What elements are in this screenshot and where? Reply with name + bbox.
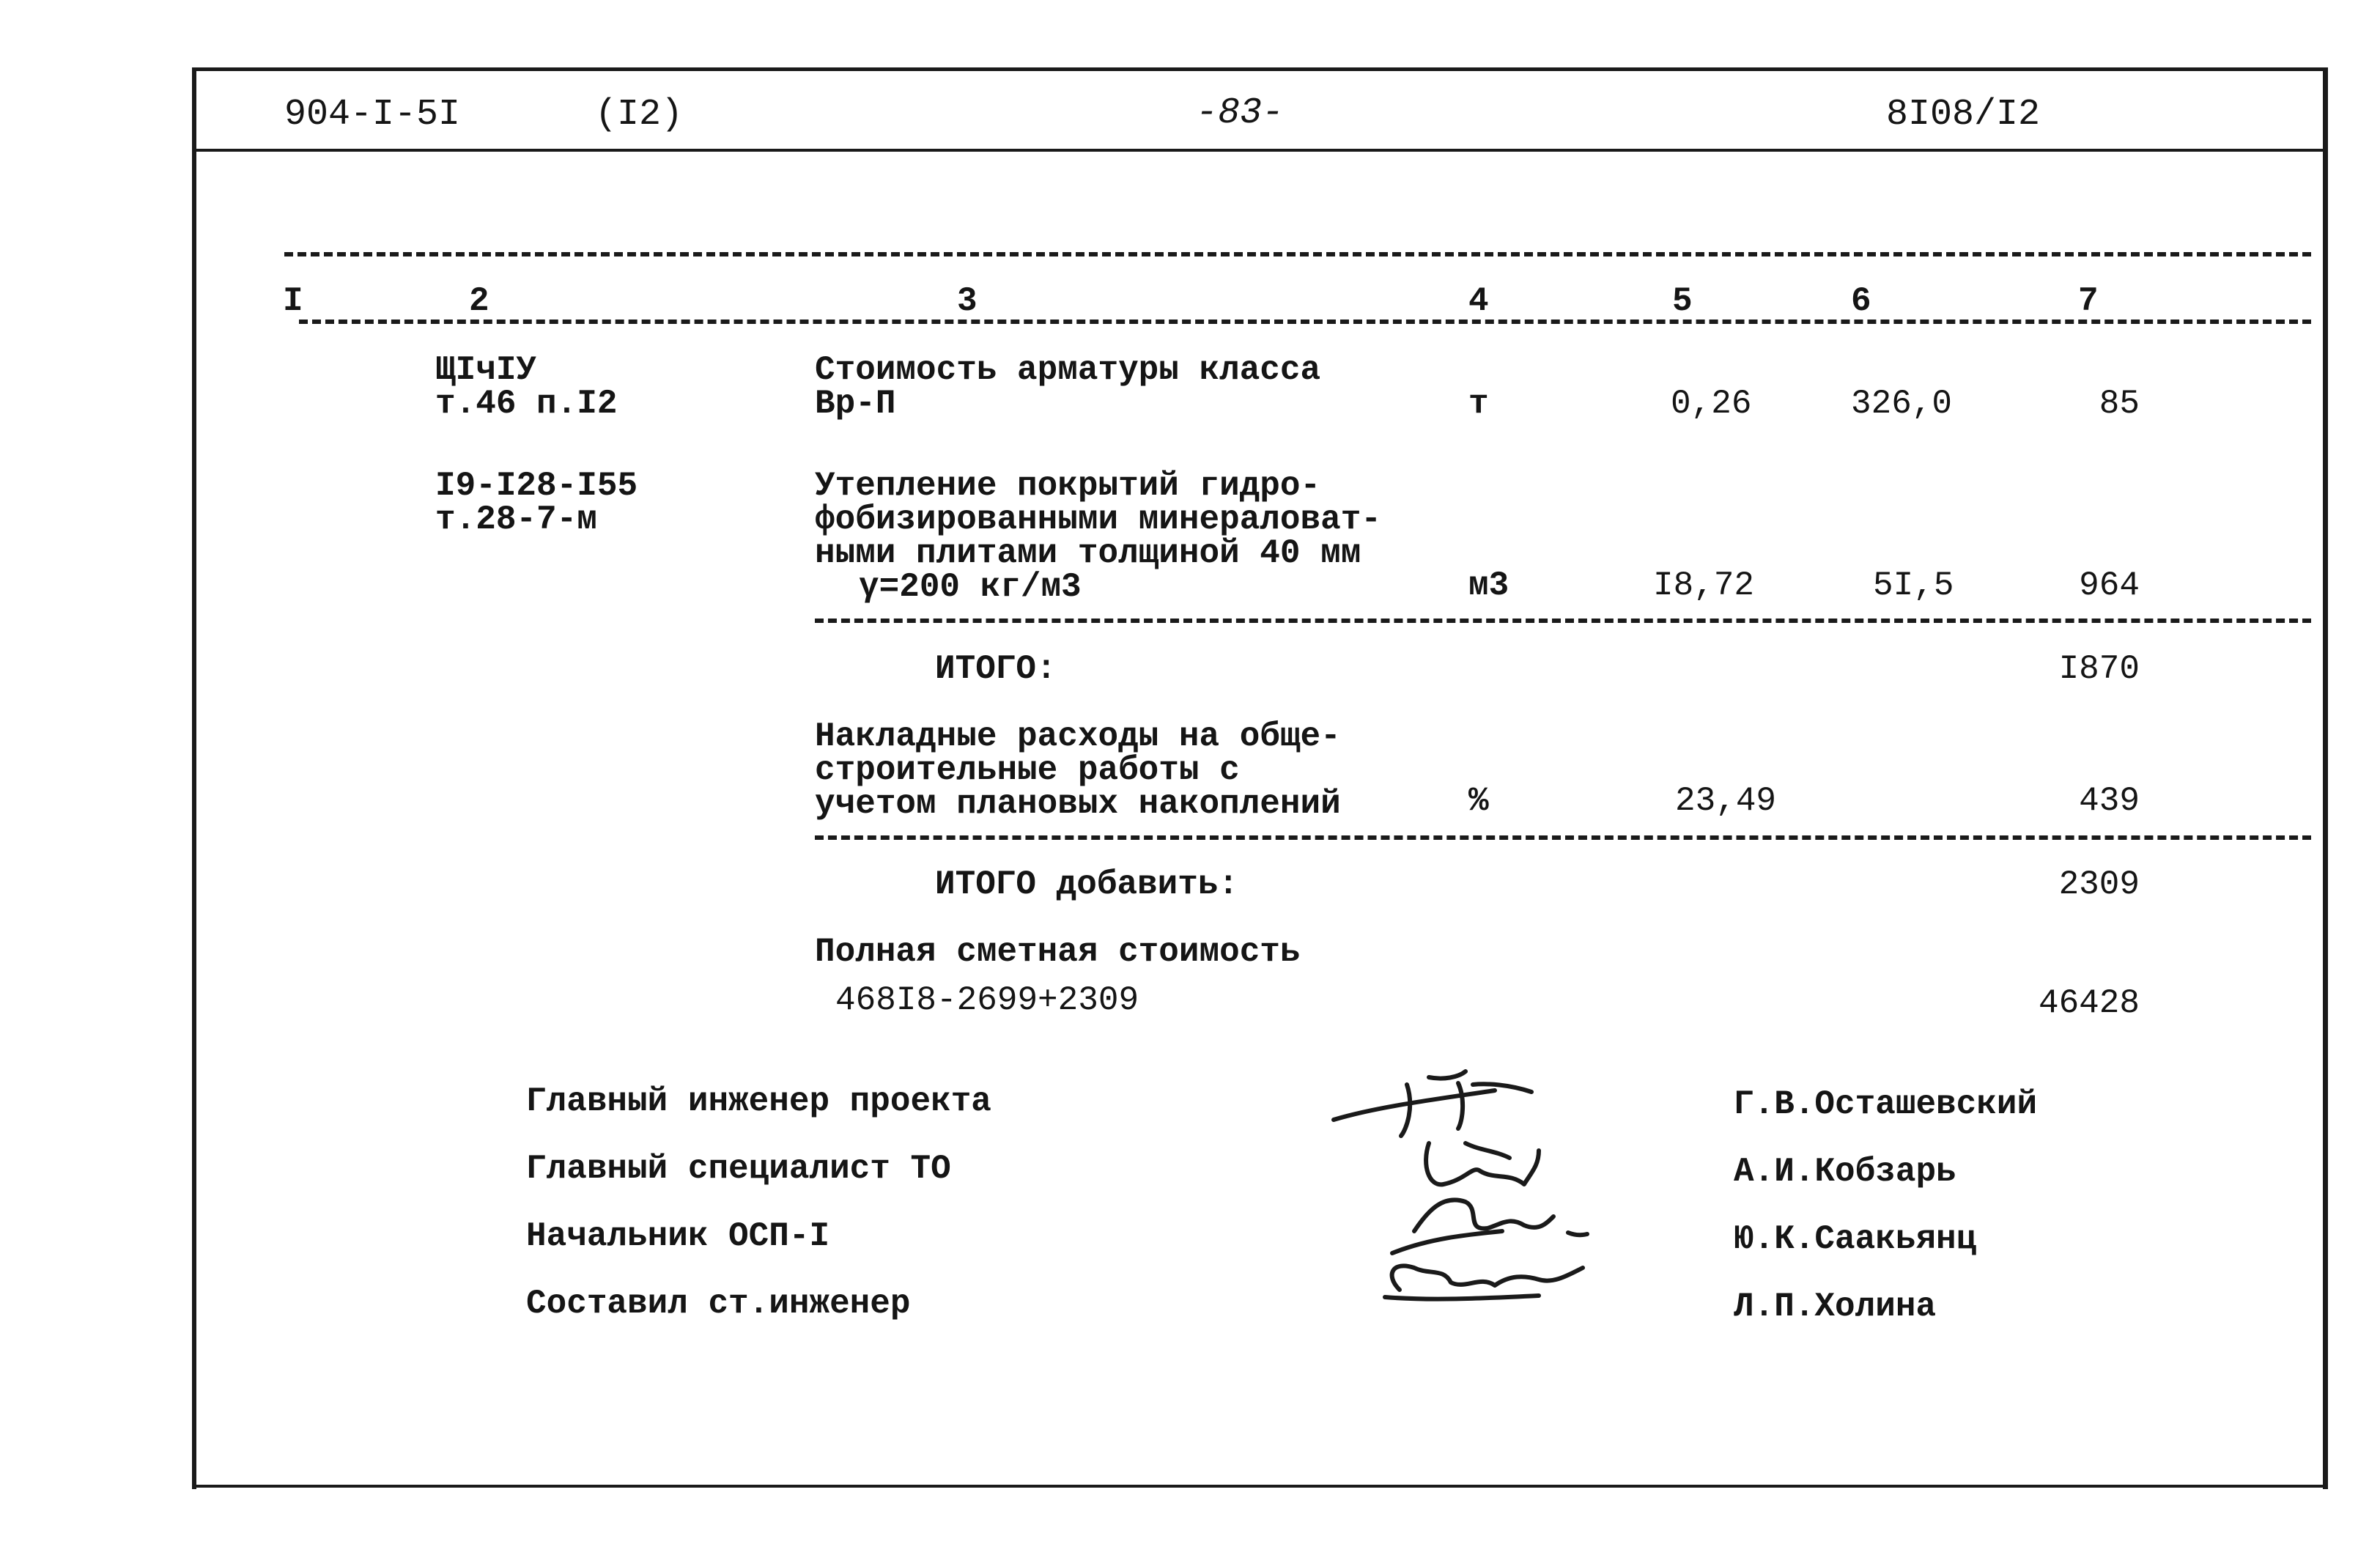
signatory-name: Ю.К.Саакьянц xyxy=(1734,1220,1977,1258)
signatory-name: А.И.Кобзарь xyxy=(1734,1153,1956,1191)
overhead-rate: 23,49 xyxy=(1675,782,1777,820)
add-total-label: ИТОГО добавить: xyxy=(935,865,1239,904)
page-number: -83- xyxy=(1196,92,1285,134)
column-number: 5 xyxy=(1672,282,1693,320)
row-total: 85 xyxy=(2099,385,2140,423)
sheet-group: (I2) xyxy=(595,94,684,136)
signatory-position: Составил ст.инженер xyxy=(526,1285,911,1323)
signatory-position: Главный инженер проекта xyxy=(526,1082,991,1120)
overhead-unit: % xyxy=(1468,782,1489,820)
row-total: 964 xyxy=(2079,566,2140,605)
row-unit-price: 326,0 xyxy=(1851,385,1953,423)
row-description: Утепление покрытий гидро- фобизированными минераловат- ными плитами толщиной 40 мм γ=200 кг/м3 xyxy=(815,467,1381,606)
signatory-name: Г.В.Осташевский xyxy=(1734,1085,2038,1123)
signatory-position: Главный специалист ТО xyxy=(526,1150,951,1188)
column-number: 2 xyxy=(469,282,489,320)
column-number: 6 xyxy=(1851,282,1871,320)
row-unit: м3 xyxy=(1468,566,1509,605)
add-total-value: 2309 xyxy=(2058,865,2140,904)
column-number: 4 xyxy=(1468,282,1489,320)
subtotal-rule xyxy=(815,619,2311,623)
column-number: I xyxy=(283,282,303,320)
frame-right-border xyxy=(2323,67,2328,1489)
row-unit-price: 5I,5 xyxy=(1873,566,1954,605)
frame-bottom-border xyxy=(192,1485,2328,1488)
signatory-name: Л.П.Холина xyxy=(1734,1288,1937,1326)
frame-left-border xyxy=(192,67,196,1489)
overhead-description: Накладные расходы на обще- строительные работы с учетом плановых накоплений xyxy=(815,717,1341,823)
row-quantity: I8,72 xyxy=(1653,566,1755,605)
table-top-rule xyxy=(284,252,2311,256)
full-cost-label: Полная сметная стоимость xyxy=(815,933,1301,971)
subtotal-label: ИТОГО: xyxy=(935,650,1057,688)
row-description: Стоимость арматуры класса Вр-П xyxy=(815,351,1321,423)
row-code: I9-I28-I55 т.28-7-м xyxy=(435,467,638,539)
document-code: 8I08/I2 xyxy=(1886,94,2041,136)
row-quantity: 0,26 xyxy=(1671,385,1752,423)
frame-top-border xyxy=(192,67,2328,71)
signatory-position: Начальник ОСП-I xyxy=(526,1217,830,1255)
column-number: 7 xyxy=(2078,282,2099,320)
column-number: 3 xyxy=(957,282,978,320)
row-code: ЩIчIУ т.46 п.I2 xyxy=(435,351,618,423)
header-rule xyxy=(196,149,2323,152)
handwritten-signatures xyxy=(1319,1055,1656,1334)
overhead-total: 439 xyxy=(2079,782,2140,820)
subtotal-value: I870 xyxy=(2058,650,2140,688)
full-cost-formula: 468I8-2699+2309 xyxy=(835,981,1139,1019)
project-designation: 904-I-5I xyxy=(284,94,461,136)
column-header-rule xyxy=(299,320,2311,324)
add-total-rule xyxy=(815,835,2311,840)
full-cost-value: 46428 xyxy=(2038,984,2140,1022)
row-unit: т xyxy=(1468,385,1489,423)
